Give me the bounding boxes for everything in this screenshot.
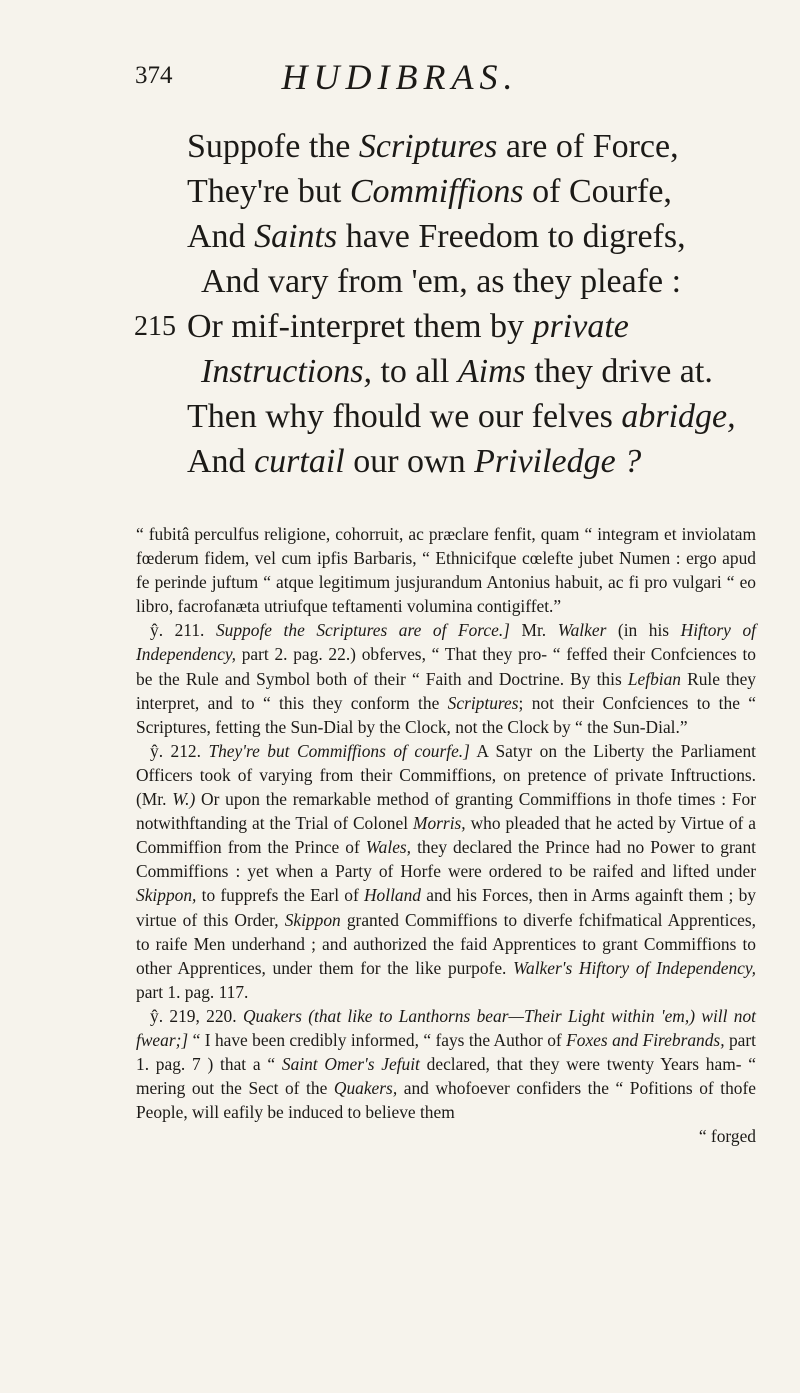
running-title: HUDIBRAS. xyxy=(281,57,519,97)
verse-line: And curtail our own Priviledge ? xyxy=(187,443,642,480)
note-ref: ŷ. 219, 220. xyxy=(150,1005,237,1026)
verse-line: Then why fhould we our felves abridge, xyxy=(187,398,736,435)
note-ref: ŷ. 212. xyxy=(150,740,201,761)
verse-line: And Saints have Freedom to digrefs, xyxy=(187,218,686,255)
page-header xyxy=(0,56,800,96)
verse-line: They're but Commiffions of Courfe, xyxy=(187,173,672,210)
note-219: ŷ. 219, 220. Quakers (that like to Lanthorns bear—Their Light within 'em,) will not fwear;] “ I have been credibly informed, “ fays the Author of Foxes and Firebrands, part 1. pag. 7 ) that a “ Saint Omer's Jefuit declared, that they were twenty Years ham- “ mering out the Sect of the Quakers, and whofoever confiders the “ Pofitions of thofe People, will eafily be induced to believe them xyxy=(136,1005,757,1123)
latin-quotation: “ fubitâ perculfus religione, cohorruit, ac præclare fenfit, quam “ integram et inviolatam fœderum fidem, vel cum ipfis Barbaris, “ Ethnicifque cœlefte jubet Numen : ergo apud fe perinde juftum “ atque legitimum jusjurandum Antonius habuit, ac fi pro vulgari “ eo libro, facrofanæta utriufque teftamenti volumina contigiffet.” xyxy=(136,524,756,617)
note-212: ŷ. 212. They're but Commiffions of courfe.] A Satyr on the Liberty the Parliament Officers took of varying from their Commiffions, on pretence of private Inftructions. (Mr. W.) Or upon the remarkable method of granting Commiffions in thofe times : For notwithftanding at the Trial of Colonel Morris, who pleaded that he acted by Virtue of a Commiffion from the Prince of Wales, they declared the Prince had no Power to grant Commiffions : yet when a Party of Horfe were ordered to be raifed and lifted under Skippon, to fupprefs the Earl of Holland and his Forces, then in Arms againft them ; by virtue of this Order, Skippon granted Commiffions to diverfe fchifmatical Apprentices, to raife Men underhand ; and authorized the faid Apprentices to grant Commiffions to other Apprentices, under them for the like purpofe. Walker's Hiftory of Independency, part 1. pag. 117. xyxy=(136,740,757,1002)
verse-line: Suppofe the Scriptures are of Force, xyxy=(187,128,679,165)
verse-line: 215 Or mif-interpret them by private xyxy=(0,304,800,349)
verse-line: And vary from 'em, as they pleafe : xyxy=(201,263,682,300)
verse-block xyxy=(0,124,800,484)
catchword: “ forged xyxy=(698,1126,756,1147)
verse-line: Instructions, to all Aims they drive at. xyxy=(201,353,713,390)
footnotes xyxy=(136,522,756,1148)
page-number: 374 xyxy=(135,62,173,89)
line-number: 215 xyxy=(134,311,176,342)
note-ref: ŷ. 211. xyxy=(150,620,205,641)
note-211: ŷ. 211. Suppofe the Scriptures are of Force.] Mr. Walker (in his Hiftory of Independency, part 2. pag. 22.) obferves, “ That they pro- “ feffed their Confciences to be the Rule and Symbol both of their “ Faith and Doctrine. By this Lefbian Rule they interpret, and to “ this they conform the Scriptures; not their Confciences to the “ Scriptures, fetting the Sun-Dial by the Clock, not the Clock by “ the Sun-Dial.” xyxy=(136,620,757,737)
